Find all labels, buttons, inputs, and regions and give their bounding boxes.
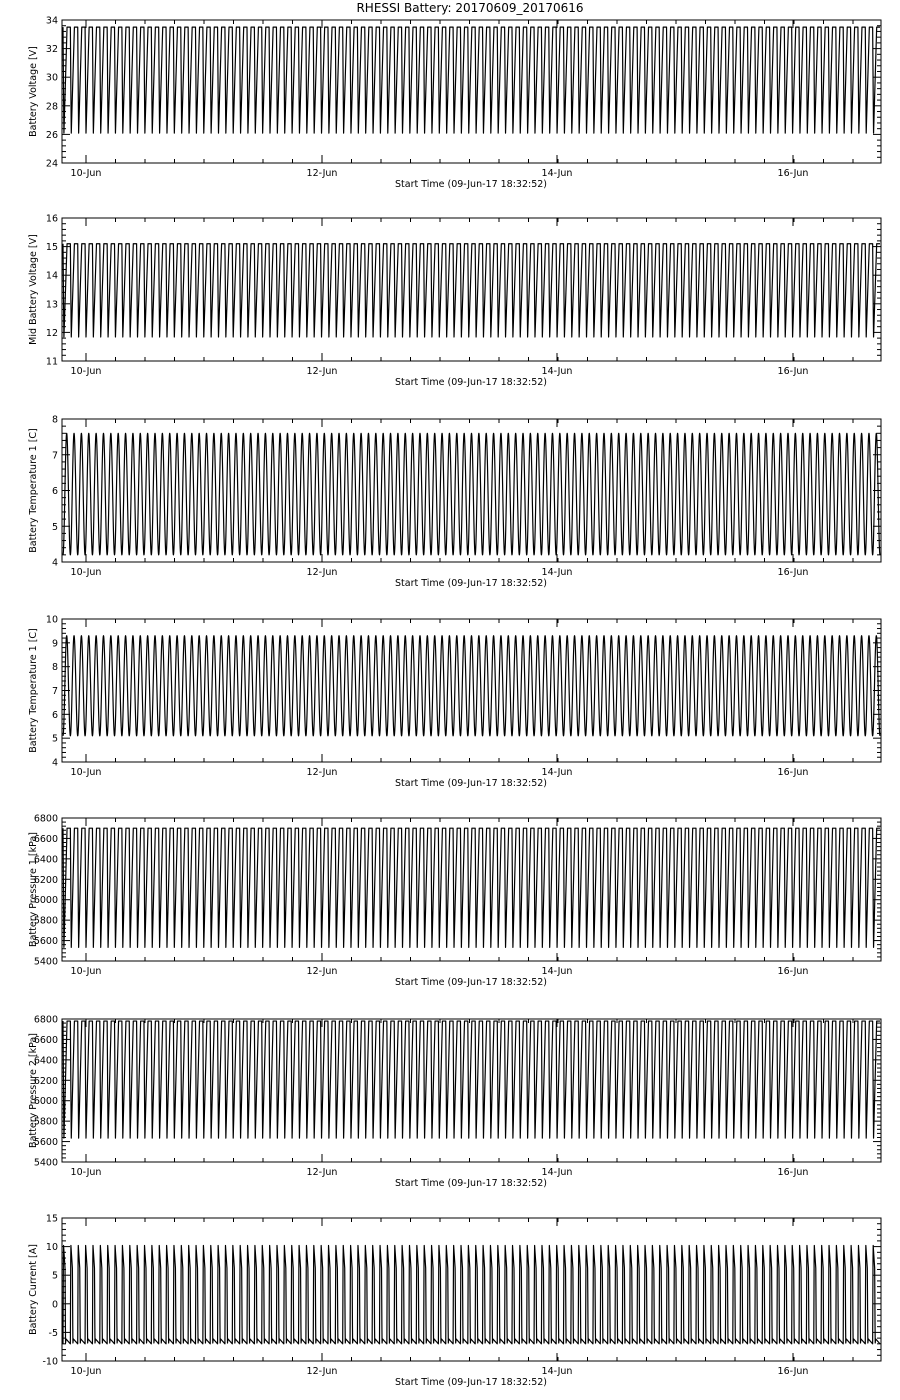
panel-6: [28, 1015, 881, 1190]
y-tick-label: 6: [51, 486, 58, 497]
y-tick-label: 34: [45, 15, 58, 27]
y-axis-title: Mid Battery Voltage [V]: [28, 234, 39, 345]
figure-title: RHESSI Battery: 20170609_20170616: [356, 1, 584, 15]
x-axis-title: Start Time (09-Jun-17 18:32:52): [395, 179, 547, 190]
series-trace: [63, 27, 880, 133]
x-axis-title: Start Time (09-Jun-17 18:32:52): [395, 377, 547, 388]
panel-5: [28, 814, 881, 989]
x-tick-label: 14-Jun: [541, 168, 573, 179]
y-tick-label: 24: [45, 158, 58, 170]
y-tick-label: 7: [51, 450, 58, 462]
y-tick-label: 6600: [33, 833, 58, 845]
y-tick-label: 26: [45, 129, 58, 141]
y-tick-label: 16: [45, 213, 58, 225]
y-tick-label: 5800: [33, 1116, 58, 1128]
y-tick-label: 6000: [33, 895, 58, 907]
x-tick-label: 16-Jun: [777, 1366, 809, 1377]
y-tick-label: 15: [45, 1213, 58, 1225]
x-tick-label: 16-Jun: [777, 767, 809, 778]
y-tick-label: 7: [51, 686, 58, 697]
y-tick-label: 5: [51, 1270, 58, 1282]
y-tick-label: 5600: [33, 936, 58, 948]
y-tick-label: 5800: [33, 915, 58, 927]
y-axis-title: Battery Voltage [V]: [28, 46, 39, 137]
y-tick-label: 11: [45, 356, 58, 368]
x-tick-label: 14-Jun: [541, 1167, 573, 1178]
x-tick-label: 14-Jun: [541, 966, 573, 977]
x-tick-label: 10-Jun: [70, 767, 102, 778]
y-tick-label: 5600: [33, 1137, 58, 1149]
x-tick-label: 14-Jun: [541, 1366, 573, 1377]
y-tick-label: 10: [45, 1242, 58, 1254]
y-axis-title: Battery Current [A]: [28, 1244, 39, 1335]
series-trace: [63, 828, 880, 947]
y-tick-label: 5400: [33, 1157, 58, 1169]
y-tick-label: 6: [51, 709, 58, 721]
y-tick-label: 5: [51, 733, 58, 745]
x-tick-label: 10-Jun: [70, 366, 102, 377]
panel-4: [28, 615, 881, 790]
y-tick-label: 12: [45, 327, 58, 339]
y-tick-label: -10: [42, 1356, 58, 1368]
x-tick-label: 10-Jun: [70, 966, 102, 977]
x-tick-label: 12-Jun: [306, 767, 338, 778]
plot-frame: [62, 218, 881, 361]
series-trace: [63, 1021, 880, 1138]
x-axis-title: Start Time (09-Jun-17 18:32:52): [395, 1377, 547, 1388]
y-tick-label: 6200: [33, 874, 58, 886]
y-tick-label: 6000: [33, 1096, 58, 1108]
y-tick-label: 6400: [33, 1055, 58, 1067]
y-axis-title: Battery Pressure 1 [kPa]: [28, 832, 39, 947]
x-axis-title: Start Time (09-Jun-17 18:32:52): [395, 778, 547, 789]
series-trace: [63, 433, 880, 555]
y-tick-label: 28: [45, 101, 58, 113]
panel-3: [28, 415, 881, 590]
y-tick-label: 15: [45, 242, 58, 254]
x-tick-label: 10-Jun: [70, 1167, 102, 1178]
x-tick-label: 16-Jun: [777, 966, 809, 977]
y-tick-label: 8: [51, 414, 58, 426]
y-tick-label: 6800: [33, 813, 58, 825]
panel-1: [28, 16, 881, 191]
series-trace: [63, 636, 880, 736]
y-tick-label: 14: [45, 270, 58, 282]
y-axis-title: Battery Temperature 1 [C]: [28, 628, 39, 753]
x-tick-label: 16-Jun: [777, 567, 809, 578]
y-tick-label: 8: [51, 662, 58, 674]
y-tick-label: 0: [51, 1299, 58, 1311]
series-trace: [63, 1245, 880, 1343]
y-tick-label: -5: [48, 1327, 58, 1339]
y-tick-label: 4: [51, 557, 58, 569]
x-tick-label: 12-Jun: [306, 966, 338, 977]
y-axis-title: Battery Temperature 1 [C]: [28, 428, 39, 553]
x-axis-title: Start Time (09-Jun-17 18:32:52): [395, 1178, 547, 1189]
x-tick-label: 16-Jun: [777, 366, 809, 377]
x-tick-label: 10-Jun: [70, 1366, 102, 1377]
y-tick-label: 6400: [33, 854, 58, 866]
x-tick-label: 12-Jun: [306, 168, 338, 179]
y-tick-label: 9: [51, 638, 58, 650]
panel-7: [28, 1214, 881, 1389]
x-tick-label: 14-Jun: [541, 767, 573, 778]
x-tick-label: 12-Jun: [306, 567, 338, 578]
x-tick-label: 12-Jun: [306, 1167, 338, 1178]
x-tick-label: 16-Jun: [777, 168, 809, 179]
y-tick-label: 6800: [33, 1014, 58, 1026]
y-tick-label: 5400: [33, 956, 58, 968]
x-tick-label: 12-Jun: [306, 366, 338, 377]
x-tick-label: 10-Jun: [70, 567, 102, 578]
y-tick-label: 13: [45, 299, 58, 311]
y-tick-label: 10: [45, 614, 58, 626]
x-tick-label: 10-Jun: [70, 168, 102, 179]
series-trace: [63, 244, 880, 337]
x-tick-label: 12-Jun: [306, 1366, 338, 1377]
x-axis-title: Start Time (09-Jun-17 18:32:52): [395, 977, 547, 988]
y-tick-label: 6600: [33, 1034, 58, 1046]
y-tick-label: 30: [45, 72, 58, 84]
y-tick-label: 5: [51, 521, 58, 533]
panel-2: [28, 214, 881, 389]
x-tick-label: 14-Jun: [541, 366, 573, 377]
y-tick-label: 4: [51, 757, 58, 769]
y-tick-label: 6200: [33, 1075, 58, 1087]
y-tick-label: 32: [45, 44, 58, 56]
x-tick-label: 14-Jun: [541, 567, 573, 578]
x-axis-title: Start Time (09-Jun-17 18:32:52): [395, 578, 547, 589]
x-tick-label: 16-Jun: [777, 1167, 809, 1178]
y-axis-title: Battery Pressure 2 [kPa]: [28, 1033, 39, 1148]
